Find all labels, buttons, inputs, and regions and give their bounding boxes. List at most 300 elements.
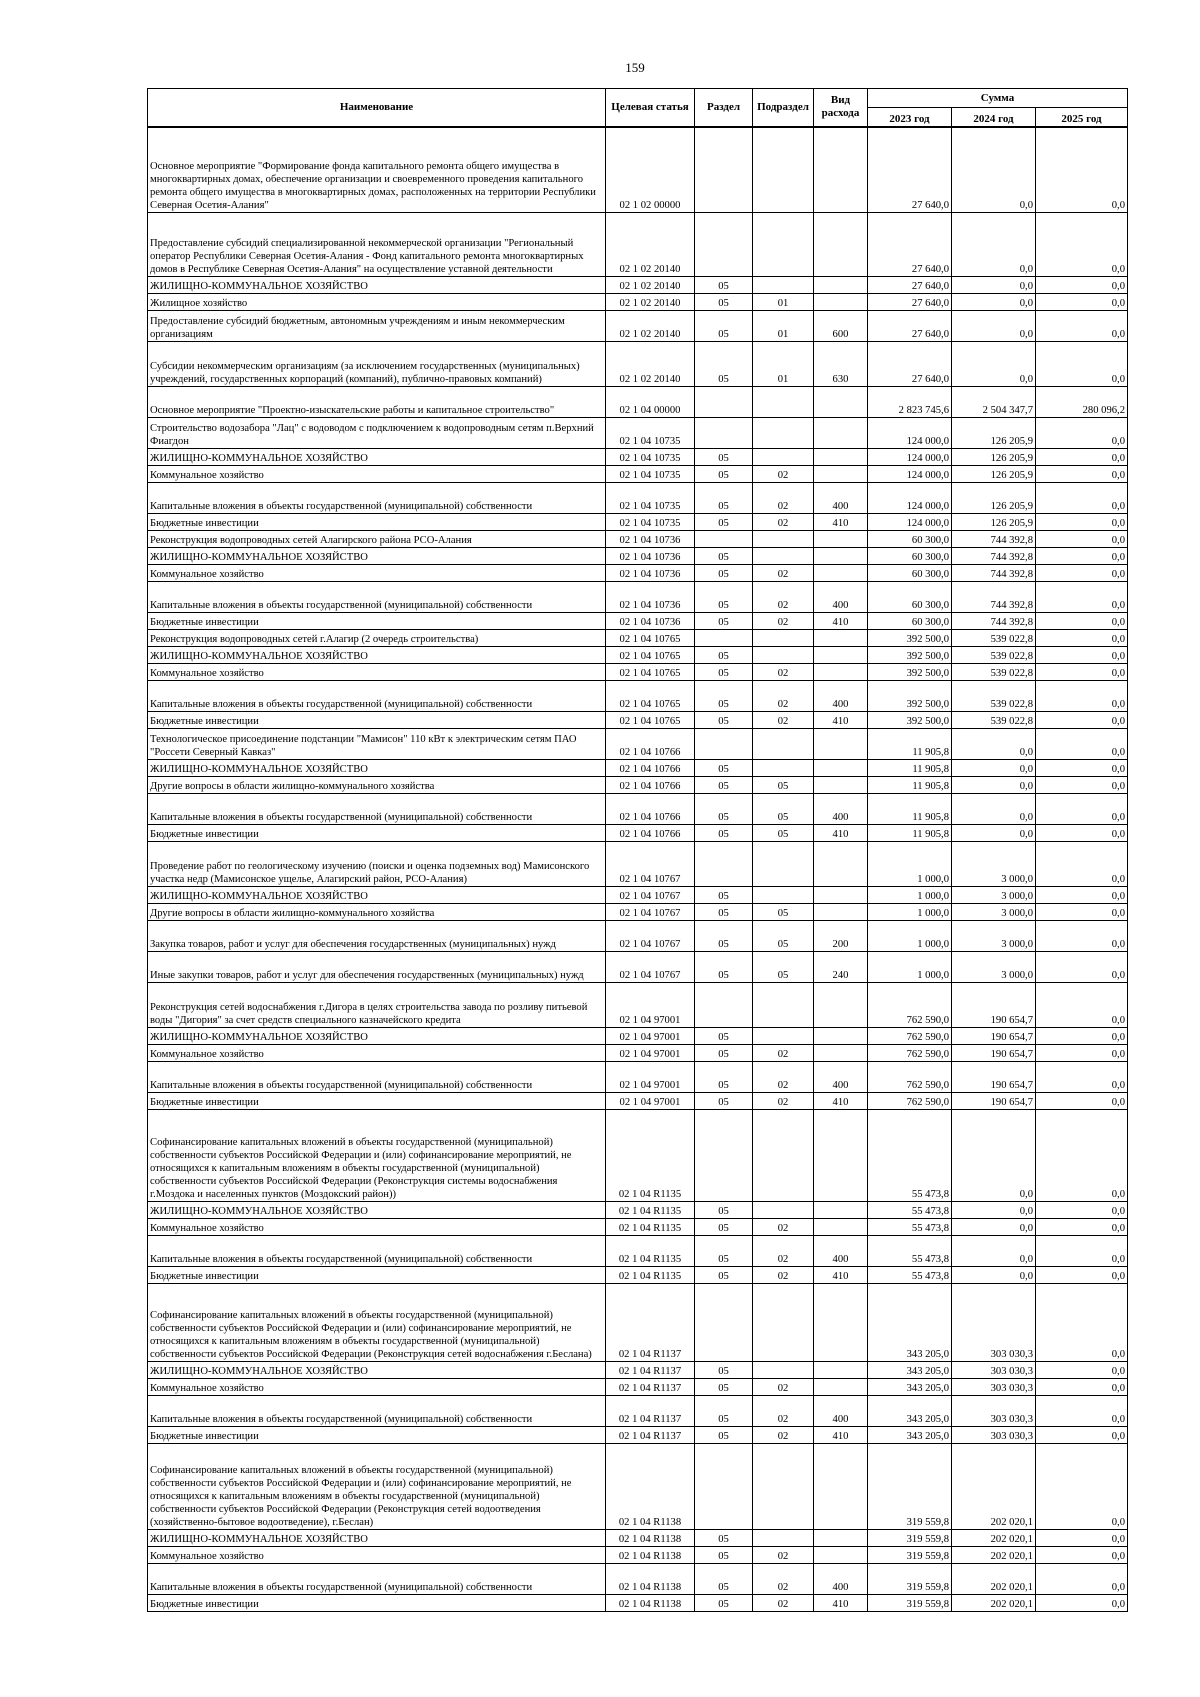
- row-subsection: [753, 887, 814, 904]
- row-section: 05: [695, 294, 753, 311]
- row-expense: [814, 213, 868, 277]
- row-2023: 343 205,0: [868, 1362, 952, 1379]
- row-expense: 400: [814, 1236, 868, 1267]
- row-target: 02 1 04 R1137: [606, 1427, 695, 1444]
- row-2025: 0,0: [1036, 466, 1128, 483]
- row-expense: [814, 531, 868, 548]
- row-2025: 0,0: [1036, 921, 1128, 952]
- row-name: Капитальные вложения в объекты государственной (муниципальной) собственности: [148, 1396, 606, 1427]
- row-section: 05: [695, 613, 753, 630]
- row-subsection: 02: [753, 483, 814, 514]
- row-expense: 410: [814, 1427, 868, 1444]
- row-2024: 126 205,9: [952, 483, 1036, 514]
- row-target: 02 1 04 00000: [606, 387, 695, 418]
- row-name: Бюджетные инвестиции: [148, 825, 606, 842]
- row-name: Закупка товаров, работ и услуг для обеспечения государственных (муниципальных) нужд: [148, 921, 606, 952]
- row-2023: 319 559,8: [868, 1595, 952, 1612]
- row-expense: 400: [814, 1564, 868, 1595]
- row-target: 02 1 04 97001: [606, 1045, 695, 1062]
- row-2023: 60 300,0: [868, 548, 952, 565]
- row-2024: 0,0: [952, 213, 1036, 277]
- row-section: 05: [695, 1062, 753, 1093]
- row-section: 05: [695, 514, 753, 531]
- table-row: [148, 1564, 1128, 1595]
- row-section: 05: [695, 1564, 753, 1595]
- row-2024: 202 020,1: [952, 1595, 1036, 1612]
- row-target: 02 1 04 R1135: [606, 1219, 695, 1236]
- row-2025: 0,0: [1036, 531, 1128, 548]
- row-2023: 392 500,0: [868, 681, 952, 712]
- row-subsection: [753, 1284, 814, 1362]
- row-target: 02 1 04 R1135: [606, 1236, 695, 1267]
- row-2025: 0,0: [1036, 825, 1128, 842]
- row-2023: 55 473,8: [868, 1219, 952, 1236]
- row-subsection: [753, 387, 814, 418]
- row-target: 02 1 04 97001: [606, 1062, 695, 1093]
- table-row: [148, 952, 1128, 983]
- header-2024: 2024 год: [952, 108, 1036, 127]
- row-2023: 1 000,0: [868, 842, 952, 887]
- row-subsection: [753, 983, 814, 1028]
- row-subsection: 02: [753, 1093, 814, 1110]
- row-target: 02 1 04 10736: [606, 613, 695, 630]
- row-2023: 319 559,8: [868, 1547, 952, 1564]
- row-target: 02 1 04 10736: [606, 565, 695, 582]
- table-row: [148, 1547, 1128, 1564]
- row-target: 02 1 04 10767: [606, 952, 695, 983]
- row-target: 02 1 04 R1137: [606, 1396, 695, 1427]
- row-target: 02 1 04 10766: [606, 760, 695, 777]
- row-expense: 410: [814, 1093, 868, 1110]
- row-section: [695, 213, 753, 277]
- row-subsection: 02: [753, 582, 814, 613]
- row-2024: 3 000,0: [952, 952, 1036, 983]
- row-target: 02 1 04 R1138: [606, 1530, 695, 1547]
- row-2023: 11 905,8: [868, 794, 952, 825]
- row-expense: 240: [814, 952, 868, 983]
- row-2025: 0,0: [1036, 514, 1128, 531]
- row-subsection: 02: [753, 1547, 814, 1564]
- row-subsection: 05: [753, 777, 814, 794]
- table-row: [148, 483, 1128, 514]
- row-expense: [814, 1444, 868, 1530]
- row-subsection: [753, 1530, 814, 1547]
- row-target: 02 1 04 R1138: [606, 1595, 695, 1612]
- row-target: 02 1 04 10766: [606, 777, 695, 794]
- row-2025: 0,0: [1036, 760, 1128, 777]
- row-2024: 303 030,3: [952, 1379, 1036, 1396]
- row-section: 05: [695, 1379, 753, 1396]
- row-2025: 0,0: [1036, 794, 1128, 825]
- table-row: [148, 418, 1128, 449]
- row-2024: 0,0: [952, 277, 1036, 294]
- row-2024: 2 504 347,7: [952, 387, 1036, 418]
- row-expense: [814, 387, 868, 418]
- row-name: Реконструкция водопроводных сетей г.Алагир (2 очередь строительства): [148, 630, 606, 647]
- table-row: [148, 983, 1128, 1028]
- table-row: [148, 342, 1128, 387]
- row-2023: 319 559,8: [868, 1564, 952, 1595]
- row-name: Другие вопросы в области жилищно-коммунального хозяйства: [148, 904, 606, 921]
- row-name: Бюджетные инвестиции: [148, 1093, 606, 1110]
- table-row: [148, 887, 1128, 904]
- row-target: 02 1 04 R1138: [606, 1444, 695, 1530]
- row-expense: 400: [814, 1062, 868, 1093]
- row-expense: [814, 1028, 868, 1045]
- row-target: 02 1 02 20140: [606, 294, 695, 311]
- header-subsection: Подраздел: [753, 89, 814, 127]
- row-section: 05: [695, 681, 753, 712]
- row-2025: 0,0: [1036, 342, 1128, 387]
- row-2024: 0,0: [952, 1219, 1036, 1236]
- row-2025: 0,0: [1036, 1595, 1128, 1612]
- row-expense: [814, 1362, 868, 1379]
- row-section: 05: [695, 565, 753, 582]
- row-target: 02 1 04 10735: [606, 466, 695, 483]
- row-subsection: 02: [753, 1595, 814, 1612]
- row-name: Субсидии некоммерческим организациям (за исключением государственных (муниципальных) учреждений, государственных корпораций (компаний), публично-правовых компаний): [148, 342, 606, 387]
- row-name: Предоставление субсидий бюджетным, автономным учреждениям и иным некоммерческим организациям: [148, 311, 606, 342]
- row-2023: 392 500,0: [868, 630, 952, 647]
- row-2024: 0,0: [952, 1202, 1036, 1219]
- row-target: 02 1 04 10766: [606, 825, 695, 842]
- budget-table: [147, 88, 1128, 1612]
- row-target: 02 1 04 10765: [606, 681, 695, 712]
- row-2024: 303 030,3: [952, 1284, 1036, 1362]
- row-expense: [814, 294, 868, 311]
- row-subsection: 05: [753, 825, 814, 842]
- row-subsection: 02: [753, 466, 814, 483]
- row-2024: 0,0: [952, 311, 1036, 342]
- row-subsection: 02: [753, 514, 814, 531]
- row-2024: 126 205,9: [952, 449, 1036, 466]
- row-expense: 410: [814, 514, 868, 531]
- row-name: Капитальные вложения в объекты государственной (муниципальной) собственности: [148, 794, 606, 825]
- table-row: [148, 729, 1128, 760]
- row-target: 02 1 04 10736: [606, 548, 695, 565]
- row-2024: 0,0: [952, 127, 1036, 213]
- row-2023: 1 000,0: [868, 921, 952, 952]
- row-name: Софинансирование капитальных вложений в объекты государственной (муниципальной) собственности субъектов Российской Федерации и (или) софинансирование мероприятий, не относящихся к капитальным вложениям в объекты государственной (муниципальной) собственности субъектов Российской Федерации (Реконструкция сетей водоотведения (хозяйственно-бытовое водоотведение), г.Беслан): [148, 1444, 606, 1530]
- row-expense: [814, 842, 868, 887]
- row-name: Реконструкция водопроводных сетей Алагирского района РСО-Алания: [148, 531, 606, 548]
- row-name: ЖИЛИЩНО-КОММУНАЛЬНОЕ ХОЗЯЙСТВО: [148, 1530, 606, 1547]
- row-subsection: [753, 1444, 814, 1530]
- row-expense: 400: [814, 681, 868, 712]
- row-2024: 744 392,8: [952, 531, 1036, 548]
- row-2025: 0,0: [1036, 1202, 1128, 1219]
- row-2023: 1 000,0: [868, 904, 952, 921]
- table-row: [148, 1267, 1128, 1284]
- row-name: Бюджетные инвестиции: [148, 1267, 606, 1284]
- row-2025: 0,0: [1036, 777, 1128, 794]
- row-expense: 400: [814, 483, 868, 514]
- row-2023: 27 640,0: [868, 213, 952, 277]
- row-2025: 0,0: [1036, 127, 1128, 213]
- row-target: 02 1 04 R1137: [606, 1362, 695, 1379]
- row-2023: 27 640,0: [868, 294, 952, 311]
- row-2025: 0,0: [1036, 449, 1128, 466]
- table-row: [148, 1379, 1128, 1396]
- row-target: 02 1 04 R1135: [606, 1202, 695, 1219]
- row-subsection: [753, 647, 814, 664]
- row-2023: 27 640,0: [868, 311, 952, 342]
- row-subsection: [753, 418, 814, 449]
- row-2024: 3 000,0: [952, 921, 1036, 952]
- row-2024: 744 392,8: [952, 613, 1036, 630]
- row-section: 05: [695, 1093, 753, 1110]
- row-2024: 0,0: [952, 777, 1036, 794]
- table-header: [148, 89, 1128, 127]
- row-2024: 190 654,7: [952, 1093, 1036, 1110]
- row-section: 05: [695, 1362, 753, 1379]
- row-2024: 126 205,9: [952, 466, 1036, 483]
- row-2024: 539 022,8: [952, 630, 1036, 647]
- row-2025: 0,0: [1036, 904, 1128, 921]
- row-section: 05: [695, 483, 753, 514]
- row-2024: 126 205,9: [952, 514, 1036, 531]
- table-row: [148, 777, 1128, 794]
- row-name: Капитальные вложения в объекты государственной (муниципальной) собственности: [148, 582, 606, 613]
- row-name: ЖИЛИЩНО-КОММУНАЛЬНОЕ ХОЗЯЙСТВО: [148, 449, 606, 466]
- row-section: 05: [695, 760, 753, 777]
- row-target: 02 1 04 10736: [606, 531, 695, 548]
- header-sum: Сумма: [868, 89, 1128, 108]
- row-expense: [814, 729, 868, 760]
- row-2023: 762 590,0: [868, 1093, 952, 1110]
- row-expense: [814, 664, 868, 681]
- row-target: 02 1 04 97001: [606, 1028, 695, 1045]
- row-name: Основное мероприятие "Формирование фонда капитального ремонта общего имущества в многоквартирных домах, обеспечение организации и своевременного проведения капитального ремонта общего имущества в многоквартирных домах, расположенных на территории Республики Северная Осетия-Алания": [148, 127, 606, 213]
- row-name: Коммунальное хозяйство: [148, 565, 606, 582]
- row-name: Технологическое присоединение подстанции "Мамисон" 110 кВт к электрическим сетям ПАО "Россети Северный Кавказ": [148, 729, 606, 760]
- row-name: Коммунальное хозяйство: [148, 664, 606, 681]
- row-name: Строительство водозабора "Лац" с водоводом с подключением к водопроводным сетям п.Верхний Фиагдон: [148, 418, 606, 449]
- row-subsection: 05: [753, 952, 814, 983]
- row-2023: 319 559,8: [868, 1444, 952, 1530]
- table-row: [148, 1110, 1128, 1202]
- row-expense: [814, 887, 868, 904]
- row-target: 02 1 04 10767: [606, 842, 695, 887]
- row-name: Жилищное хозяйство: [148, 294, 606, 311]
- row-subsection: 02: [753, 1236, 814, 1267]
- header-2023: 2023 год: [868, 108, 952, 127]
- row-2025: 0,0: [1036, 1530, 1128, 1547]
- row-subsection: [753, 729, 814, 760]
- row-expense: [814, 449, 868, 466]
- row-target: 02 1 04 10765: [606, 647, 695, 664]
- row-2023: 1 000,0: [868, 887, 952, 904]
- row-section: 05: [695, 1202, 753, 1219]
- row-name: ЖИЛИЩНО-КОММУНАЛЬНОЕ ХОЗЯЙСТВО: [148, 760, 606, 777]
- row-2025: 0,0: [1036, 1396, 1128, 1427]
- row-2023: 27 640,0: [868, 342, 952, 387]
- table-row: [148, 842, 1128, 887]
- row-subsection: 05: [753, 921, 814, 952]
- row-2023: 60 300,0: [868, 582, 952, 613]
- row-subsection: 02: [753, 664, 814, 681]
- row-2024: 744 392,8: [952, 582, 1036, 613]
- row-name: Софинансирование капитальных вложений в объекты государственной (муниципальной) собственности субъектов Российской Федерации и (или) софинансирование мероприятий, не относящихся к капитальным вложениям в объекты государственной (муниципальной) собственности субъектов Российской Федерации (Реконструкция сетей водоснабжения г.Беслана): [148, 1284, 606, 1362]
- row-2023: 762 590,0: [868, 1045, 952, 1062]
- row-name: Основное мероприятие "Проектно-изыскательские работы и капитальное строительство": [148, 387, 606, 418]
- header-section: Раздел: [695, 89, 753, 127]
- row-subsection: 02: [753, 1396, 814, 1427]
- row-subsection: 02: [753, 1564, 814, 1595]
- row-2025: 0,0: [1036, 1444, 1128, 1530]
- row-2023: 124 000,0: [868, 418, 952, 449]
- row-subsection: 01: [753, 342, 814, 387]
- row-section: 05: [695, 1595, 753, 1612]
- row-expense: [814, 1110, 868, 1202]
- row-section: 05: [695, 1396, 753, 1427]
- row-2024: 190 654,7: [952, 1045, 1036, 1062]
- row-section: 05: [695, 952, 753, 983]
- row-name: Капитальные вложения в объекты государственной (муниципальной) собственности: [148, 1062, 606, 1093]
- table-row: [148, 1219, 1128, 1236]
- row-target: 02 1 04 10766: [606, 794, 695, 825]
- row-2025: 0,0: [1036, 1284, 1128, 1362]
- row-target: 02 1 04 10767: [606, 904, 695, 921]
- row-target: 02 1 02 20140: [606, 277, 695, 294]
- row-section: [695, 983, 753, 1028]
- row-2023: 1 000,0: [868, 952, 952, 983]
- row-expense: [814, 760, 868, 777]
- table-row: [148, 1362, 1128, 1379]
- row-2025: 0,0: [1036, 983, 1128, 1028]
- row-target: 02 1 04 R1138: [606, 1564, 695, 1595]
- row-expense: [814, 983, 868, 1028]
- row-section: 05: [695, 548, 753, 565]
- table-row: [148, 582, 1128, 613]
- row-target: 02 1 04 10735: [606, 514, 695, 531]
- row-target: 02 1 04 R1137: [606, 1379, 695, 1396]
- table-row: [148, 311, 1128, 342]
- row-section: 05: [695, 1547, 753, 1564]
- row-section: 05: [695, 449, 753, 466]
- row-2025: 0,0: [1036, 1219, 1128, 1236]
- row-2023: 762 590,0: [868, 983, 952, 1028]
- row-section: 05: [695, 904, 753, 921]
- row-2024: 744 392,8: [952, 548, 1036, 565]
- row-name: Бюджетные инвестиции: [148, 712, 606, 729]
- row-2024: 190 654,7: [952, 983, 1036, 1028]
- row-name: Бюджетные инвестиции: [148, 1427, 606, 1444]
- row-2025: 0,0: [1036, 729, 1128, 760]
- table-row: [148, 213, 1128, 277]
- row-subsection: 02: [753, 565, 814, 582]
- row-2025: 0,0: [1036, 277, 1128, 294]
- row-2024: 202 020,1: [952, 1547, 1036, 1564]
- row-subsection: [753, 630, 814, 647]
- row-section: 05: [695, 1045, 753, 1062]
- table-row: [148, 613, 1128, 630]
- row-expense: 200: [814, 921, 868, 952]
- row-target: 02 1 04 10735: [606, 418, 695, 449]
- row-2025: 0,0: [1036, 213, 1128, 277]
- row-2025: 0,0: [1036, 548, 1128, 565]
- row-subsection: [753, 277, 814, 294]
- row-expense: [814, 418, 868, 449]
- row-subsection: 02: [753, 1427, 814, 1444]
- row-2023: 124 000,0: [868, 483, 952, 514]
- table-row: [148, 1062, 1128, 1093]
- row-section: 05: [695, 1219, 753, 1236]
- row-subsection: [753, 127, 814, 213]
- row-name: Иные закупки товаров, работ и услуг для обеспечения государственных (муниципальных) нужд: [148, 952, 606, 983]
- table-row: [148, 1045, 1128, 1062]
- row-expense: [814, 777, 868, 794]
- table-row: [148, 794, 1128, 825]
- row-section: 05: [695, 582, 753, 613]
- row-subsection: 02: [753, 1045, 814, 1062]
- row-subsection: 01: [753, 294, 814, 311]
- table-row: [148, 921, 1128, 952]
- row-name: Бюджетные инвестиции: [148, 613, 606, 630]
- row-2025: 0,0: [1036, 1093, 1128, 1110]
- row-subsection: [753, 1362, 814, 1379]
- row-subsection: [753, 1110, 814, 1202]
- header-name: Наименование: [148, 89, 606, 127]
- row-target: 02 1 04 R1135: [606, 1267, 695, 1284]
- row-2023: 2 823 745,6: [868, 387, 952, 418]
- table-row: [148, 1202, 1128, 1219]
- row-2024: 0,0: [952, 1267, 1036, 1284]
- table-row: [148, 630, 1128, 647]
- row-expense: [814, 1547, 868, 1564]
- row-2025: 0,0: [1036, 952, 1128, 983]
- row-2025: 0,0: [1036, 1062, 1128, 1093]
- row-expense: [814, 1219, 868, 1236]
- row-2024: 539 022,8: [952, 712, 1036, 729]
- table-row: [148, 647, 1128, 664]
- table-row: [148, 681, 1128, 712]
- row-target: 02 1 04 10735: [606, 449, 695, 466]
- row-2024: 303 030,3: [952, 1362, 1036, 1379]
- table-row: [148, 1396, 1128, 1427]
- row-expense: [814, 565, 868, 582]
- row-2025: 280 096,2: [1036, 387, 1128, 418]
- row-name: Коммунальное хозяйство: [148, 466, 606, 483]
- row-2023: 11 905,8: [868, 760, 952, 777]
- row-2024: 0,0: [952, 294, 1036, 311]
- row-name: ЖИЛИЩНО-КОММУНАЛЬНОЕ ХОЗЯЙСТВО: [148, 1202, 606, 1219]
- row-subsection: 02: [753, 1219, 814, 1236]
- row-subsection: 02: [753, 1062, 814, 1093]
- row-2023: 11 905,8: [868, 777, 952, 794]
- row-target: 02 1 04 10765: [606, 630, 695, 647]
- row-2024: 744 392,8: [952, 565, 1036, 582]
- table-row: [148, 1236, 1128, 1267]
- table-row: [148, 1595, 1128, 1612]
- row-2024: 3 000,0: [952, 904, 1036, 921]
- row-section: 05: [695, 825, 753, 842]
- row-target: 02 1 02 20140: [606, 213, 695, 277]
- row-section: [695, 1284, 753, 1362]
- row-expense: 410: [814, 613, 868, 630]
- row-2025: 0,0: [1036, 1547, 1128, 1564]
- row-target: 02 1 04 10765: [606, 664, 695, 681]
- row-2024: 3 000,0: [952, 887, 1036, 904]
- row-2024: 539 022,8: [952, 681, 1036, 712]
- table-row: [148, 565, 1128, 582]
- table-row: [148, 466, 1128, 483]
- row-expense: 600: [814, 311, 868, 342]
- row-section: [695, 1444, 753, 1530]
- table-row: [148, 712, 1128, 729]
- row-2023: 55 473,8: [868, 1202, 952, 1219]
- row-2023: 343 205,0: [868, 1396, 952, 1427]
